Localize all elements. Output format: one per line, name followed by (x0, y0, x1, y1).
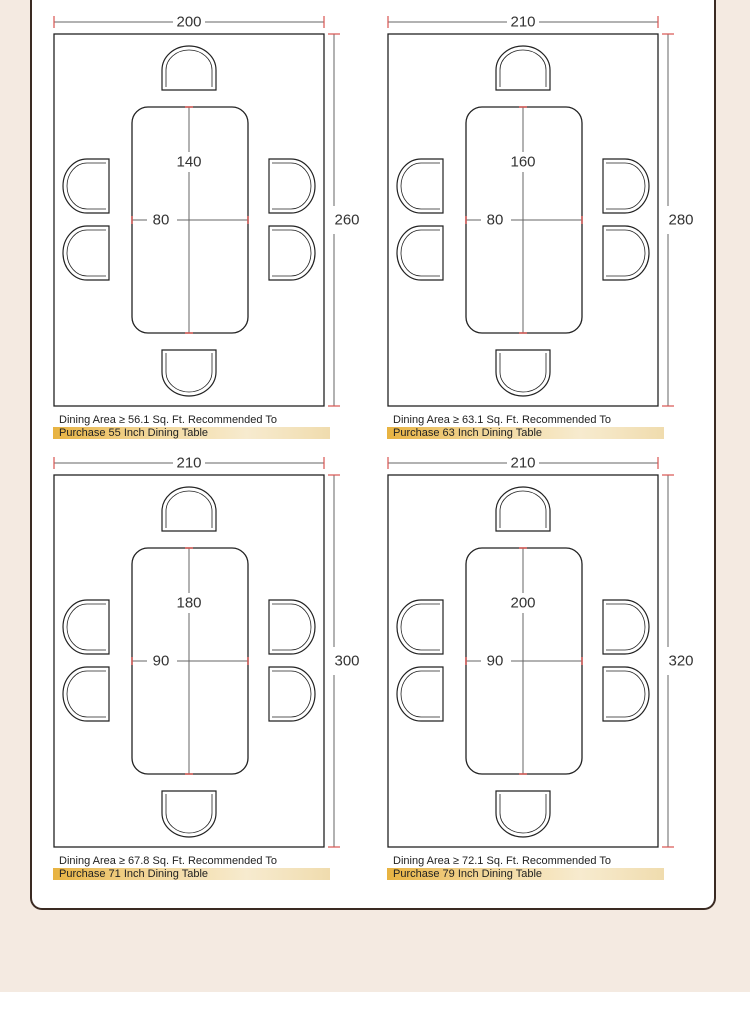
chair-icon (63, 159, 109, 213)
chair-icon (269, 600, 315, 654)
chair-icon (162, 350, 216, 396)
table-length-label: 200 (510, 594, 536, 612)
chair-icon (603, 159, 649, 213)
chair-icon (397, 667, 443, 721)
room-length-label: 300 (334, 652, 360, 670)
room-length-label: 280 (668, 211, 694, 229)
room-length-label: 260 (334, 211, 360, 229)
table-length-label: 180 (176, 594, 202, 612)
chair-icon (162, 487, 216, 531)
chair-icon (269, 667, 315, 721)
room-width-label: 210 (510, 454, 536, 472)
room-length-label: 320 (668, 652, 694, 670)
caption-line-1: Dining Area ≥ 56.1 Sq. Ft. Recommended To (59, 414, 278, 426)
layout-panel-4 (388, 455, 694, 848)
room-width-label: 210 (510, 13, 536, 31)
caption-line-1: Dining Area ≥ 72.1 Sq. Ft. Recommended To (393, 855, 612, 867)
chair-icon (269, 159, 315, 213)
caption-line-2: Purchase 55 Inch Dining Table (59, 427, 209, 439)
chair-icon (63, 600, 109, 654)
caption-line-2: Purchase 63 Inch Dining Table (393, 427, 543, 439)
caption-line-2: Purchase 71 Inch Dining Table (59, 868, 209, 880)
chair-icon (603, 226, 649, 280)
chair-icon (496, 350, 550, 396)
caption-line-2: Purchase 79 Inch Dining Table (393, 868, 543, 880)
chair-icon (397, 159, 443, 213)
chair-icon (162, 46, 216, 90)
chair-icon (496, 791, 550, 837)
chair-icon (397, 600, 443, 654)
room-width-label: 200 (176, 13, 202, 31)
chair-icon (269, 226, 315, 280)
layout-panel-2 (388, 14, 694, 407)
chair-icon (162, 791, 216, 837)
chair-icon (63, 226, 109, 280)
table-width-label: 90 (152, 652, 170, 670)
table-width-label: 80 (486, 211, 504, 229)
chair-icon (496, 487, 550, 531)
layout-panel-3 (54, 455, 360, 848)
table-width-label: 80 (152, 211, 170, 229)
table-length-label: 160 (510, 153, 536, 171)
chair-icon (63, 667, 109, 721)
caption-line-1: Dining Area ≥ 63.1 Sq. Ft. Recommended To (393, 414, 612, 426)
table-length-label: 140 (176, 153, 202, 171)
chair-icon (496, 46, 550, 90)
chair-icon (603, 600, 649, 654)
table-width-label: 90 (486, 652, 504, 670)
room-width-label: 210 (176, 454, 202, 472)
chair-icon (397, 226, 443, 280)
chair-icon (603, 667, 649, 721)
caption-line-1: Dining Area ≥ 67.8 Sq. Ft. Recommended To (59, 855, 278, 867)
layout-panel-1 (54, 14, 360, 407)
